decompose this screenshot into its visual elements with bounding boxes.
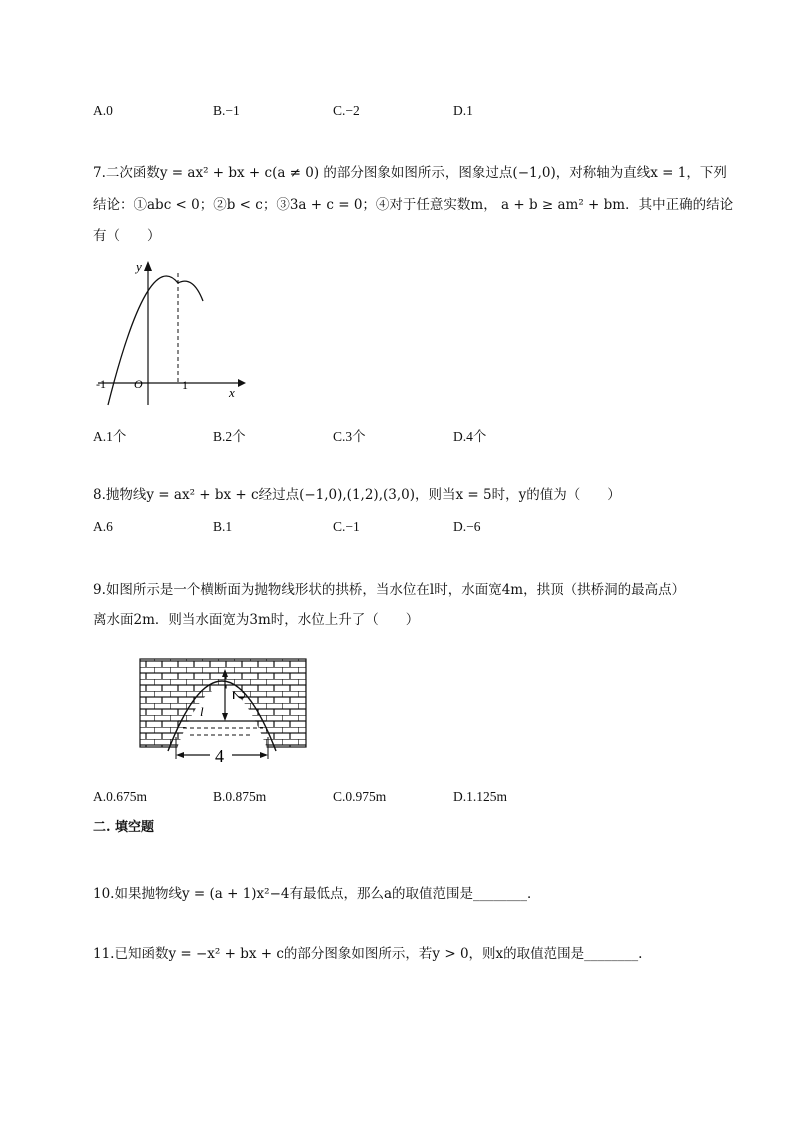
q9-option-b: B.0.875m	[213, 789, 267, 804]
q9-stem-line-2: 离水面2m．则当水面宽为3m时，水位上升了（ ）	[93, 612, 420, 628]
q6-option-b: B.−1	[213, 103, 240, 118]
q9-arch-bridge-figure	[138, 655, 310, 767]
q7-option-d: D.4个	[453, 429, 487, 444]
width-arrow-right-icon	[260, 752, 268, 758]
parabola-curve	[108, 276, 203, 405]
q8-stem-line-1: 8.抛物线y = ax² + bx + c经过点(−1,0),(1,2),(3,0)，则当x = 5时，y的值为（ ）	[93, 487, 621, 503]
y-axis-label: y	[136, 259, 142, 274]
q8-option-d: D.−6	[453, 519, 481, 534]
q8-option-b: B.1	[213, 519, 233, 534]
width-label: 4	[215, 746, 224, 766]
q9-stem-line-1: 9.如图所示是一个横断面为抛物线形状的拱桥，当水位在l时，水面宽4m，拱顶（拱桥洞的最高点）	[93, 582, 686, 598]
q7-parabola-figure	[90, 255, 260, 415]
x-axis-arrow-icon	[238, 379, 246, 387]
height-label: 2	[229, 691, 249, 700]
water-level-label: l	[200, 704, 204, 719]
q7-stem-line-2: 结论：①abc < 0；②b < c；③3a + c = 0；④对于任意实数m， a + b ≥ am² + bm．其中正确的结论	[93, 197, 734, 213]
tick-label-neg-one: -1	[96, 377, 106, 391]
q7-stem-line-3: 有（ ）	[93, 228, 161, 244]
q7-option-a: A.1个	[93, 429, 127, 444]
question-11: 11.已知函数y = −x² + bx + c的部分图象如图所示，若y > 0，则x的取值范围是________.	[93, 946, 643, 962]
tick-label-one: 1	[182, 378, 188, 392]
q7-option-b: B.2个	[213, 429, 246, 444]
q6-option-d: D.1	[453, 103, 473, 118]
y-axis-arrow-icon	[144, 261, 152, 271]
q8-option-a: A.6	[93, 519, 113, 534]
q7-stem-line-1: 7.二次函数y = ax² + bx + c(a ≠ 0) 的部分图象如图所示，图象过点(−1,0)，对称轴为直线x = 1，下列	[93, 165, 727, 181]
q9-option-c: C.0.975m	[333, 789, 387, 804]
width-arrow-left-icon	[176, 752, 184, 758]
origin-label: O	[134, 377, 143, 391]
q7-option-c: C.3个	[333, 429, 366, 444]
q8-option-c: C.−1	[333, 519, 360, 534]
q6-option-a: A.0	[93, 103, 113, 118]
section-heading-fill-in: 二. 填空题	[93, 820, 155, 835]
q9-option-a: A.0.675m	[93, 789, 147, 804]
x-axis-label: x	[229, 385, 235, 400]
q9-option-d: D.1.125m	[453, 789, 507, 804]
question-10: 10.如果抛物线y = (a + 1)x²−4有最低点，那么a的取值范围是________．	[93, 886, 541, 902]
q6-option-c: C.−2	[333, 103, 360, 118]
